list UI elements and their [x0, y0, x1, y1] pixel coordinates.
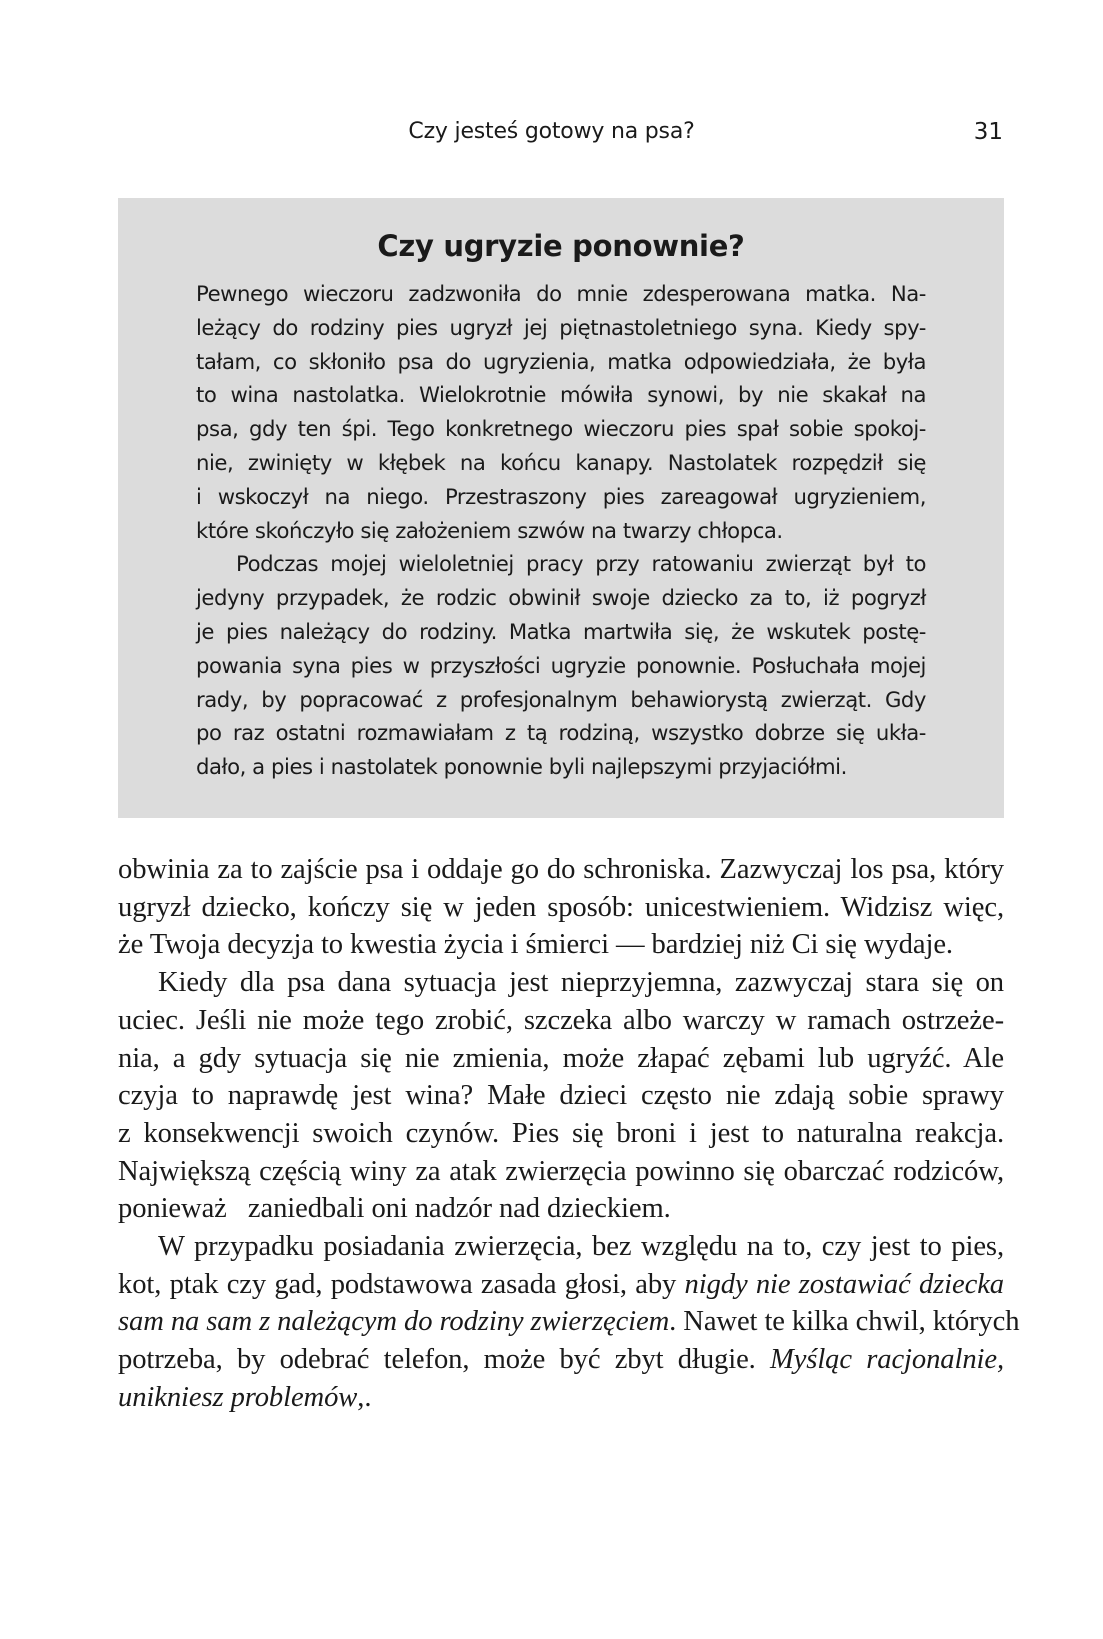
- text-line: ugryzł dziecko, kończy się w jeden sposób: unicestwieniem. Widzisz więc,: [118, 891, 1004, 923]
- running-title: Czy jesteś gotowy na psa?: [408, 119, 695, 144]
- page-number: 31: [973, 119, 1003, 145]
- text-line: [118, 1341, 1004, 1379]
- text-line: z konsekwencji swoich czynów. Pies się broni i jest to naturalna reakcja.: [118, 1117, 1004, 1149]
- text-line: nia, a gdy sytuacja się nie zmienia, może złapać zębami lub ugryźć. Ale: [118, 1042, 1004, 1074]
- italic-emphasis: unikniesz problemów: [118, 1381, 358, 1413]
- body-paragraph-2: [118, 964, 1004, 1228]
- text-line: psa, gdy ten śpi. Tego konkretnego wieczoru pies spał sobie spokoj-: [196, 416, 926, 442]
- text-line: leżący do rodziny pies ugryzł jej piętnastoletniego syna. Kiedy spy-: [196, 314, 926, 340]
- text-line: ponieważ zaniedbali oni nadzór nad dzieckiem.: [118, 1193, 671, 1225]
- text-line: dało, a pies i nastolatek ponownie byli najlepszymi przyjaciółmi.: [196, 754, 847, 780]
- text-line: nie, zwinięty w kłębek na końcu kanapy. Nastolatek rozpędził się: [196, 449, 926, 475]
- text-line: Pewnego wieczoru zadzwoniła do mnie zdesperowana matka. Na-: [196, 281, 926, 306]
- text-line: uciec. Jeśli nie może tego zrobić, szczeka albo warczy w ramach ostrzeże-: [118, 1004, 1004, 1036]
- sidebar-box: [118, 198, 1004, 818]
- italic-emphasis: Myśląc racjonalnie,: [769, 1344, 1004, 1376]
- text-line: to wina nastolatka. Wielokrotnie mówiła synowi, by nie skakał na: [196, 382, 926, 408]
- text-line: [118, 1266, 1004, 1304]
- text-line: które skończyło się założeniem szwów na twarzy chłopca.: [196, 517, 783, 543]
- text-line: je pies należący do rodziny. Matka martwiła się, że wskutek postę-: [196, 618, 926, 644]
- text-line: jedyny przypadek, że rodzic obwinił swoje dziecko za to, iż pogryzł: [196, 585, 926, 611]
- body-paragraph-1: [118, 851, 1004, 964]
- text-line: [118, 1379, 1004, 1417]
- text-run: . Nawet te kilka chwil, których: [669, 1306, 1020, 1338]
- italic-emphasis: nigdy nie zostawiać dziecka: [684, 1268, 1004, 1300]
- body-text: [118, 851, 1020, 1417]
- sidebar-title: Czy ugryzie ponownie?: [377, 229, 745, 263]
- text-line: W przypadku posiadania zwierzęcia, bez względu na to, czy jest to pies,: [158, 1231, 1004, 1263]
- text-line: [118, 1303, 1020, 1341]
- text-line: Kiedy dla psa dana sytuacja jest nieprzyjemna, zazwyczaj stara się on: [158, 967, 1004, 999]
- text-line: po raz ostatni rozmawiałam z tą rodziną, wszystko dobrze się ukła-: [196, 720, 926, 746]
- text-line: tałam, co skłoniło psa do ugryzienia, matka odpowiedziała, że była: [196, 348, 926, 374]
- text-line: obwinia za to zajście psa i oddaje go do schroniska. Zazwyczaj los psa, który: [118, 854, 1004, 885]
- text-line: powania syna pies w przyszłości ugryzie ponownie. Posłuchała mojej: [196, 652, 926, 678]
- text-run: kot, ptak czy gad, podstawowa zasada głosi, aby: [118, 1268, 685, 1300]
- text-run: potrzeba, by odebrać telefon, może być zbyt długie.: [118, 1344, 770, 1376]
- text-line: Podczas mojej wieloletniej pracy przy ratowaniu zwierząt był to: [236, 551, 926, 577]
- text-line: że Twoja decyzja to kwestia życia i śmierci — bardziej niż Ci się wydaje.: [118, 929, 953, 961]
- text-line: i wskoczył na niego. Przestraszony pies zareagował ugryzieniem,: [196, 483, 926, 509]
- text-line: rady, by popracować z profesjonalnym behawiorystą zwierząt. Gdy: [196, 686, 926, 712]
- italic-emphasis: sam na sam z należącym do rodziny zwierzęciem: [118, 1306, 670, 1338]
- sidebar-paragraph-2: [196, 547, 926, 784]
- sidebar-paragraph-1: [196, 277, 926, 547]
- text-run: ,.: [357, 1381, 372, 1413]
- body-paragraph-3: [118, 1228, 1020, 1417]
- text-line: Największą częścią winy za atak zwierzęcia powinno się obarczać rodziców,: [118, 1155, 1004, 1187]
- text-line: czyja to naprawdę jest wina? Małe dzieci często nie zdają sobie sprawy: [118, 1080, 1004, 1112]
